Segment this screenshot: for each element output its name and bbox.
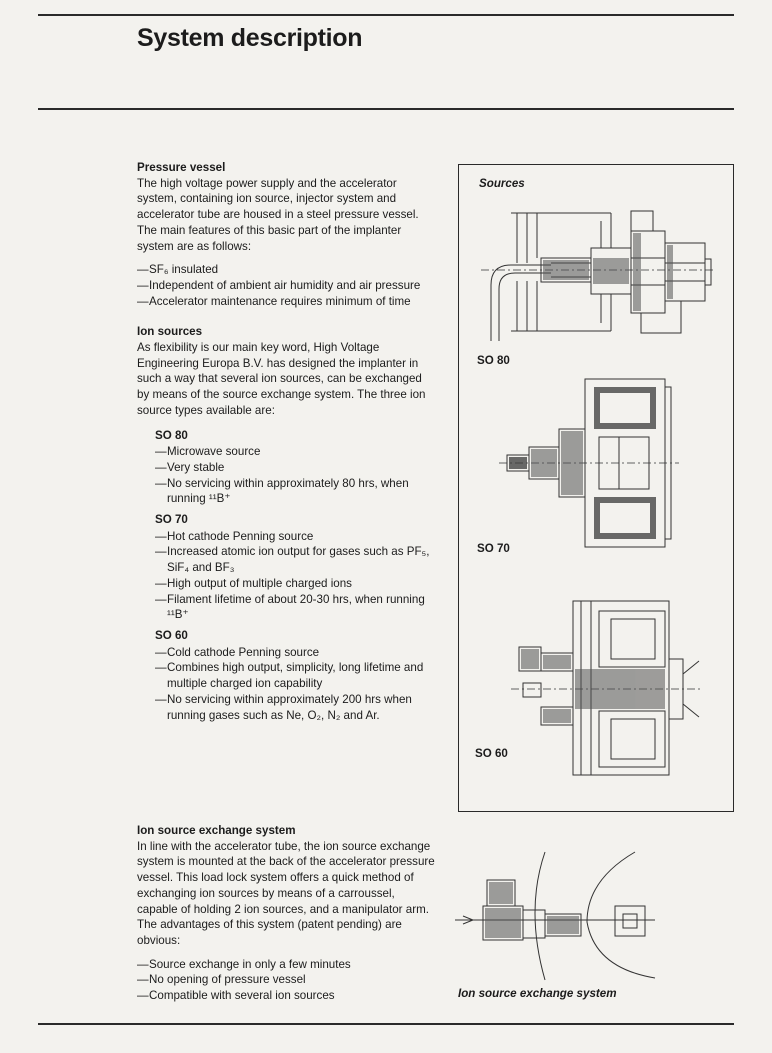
source-type-so60: [155, 628, 437, 723]
exchange-system-drawing: [455, 850, 740, 982]
source-type-features: [155, 444, 437, 507]
list-item: — Very stable: [155, 460, 437, 476]
exchange-system-heading: Ion source exchange system: [137, 824, 296, 837]
so70-drawing: [499, 377, 679, 549]
so80-label: SO 80: [477, 354, 510, 367]
list-item: — No servicing within approximately 80 hrs, when running ¹¹B⁺: [155, 476, 437, 507]
bottom-rule: [38, 1023, 734, 1025]
so60-drawing: [511, 599, 701, 779]
exchange-system-section: [137, 823, 437, 1004]
list-item: — Combines high output, simplicity, long lifetime and multiple charged ion capability: [155, 660, 437, 691]
top-rule: [38, 14, 734, 16]
list-item: — Independent of ambient air humidity and air pressure: [137, 278, 437, 294]
so60-label: SO 60: [475, 747, 508, 760]
so70-label: SO 70: [477, 542, 510, 555]
pressure-vessel-heading: Pressure vessel: [137, 161, 226, 174]
source-type-name: SO 60: [155, 628, 188, 642]
source-type-so70: [155, 512, 437, 623]
source-type-name: SO 70: [155, 513, 188, 527]
list-item: — Filament lifetime of about 20-30 hrs, when running ¹¹B⁺: [155, 592, 437, 623]
list-item: — No servicing within approximately 200 hrs when running gases such as Ne, O₂, N₂ and Ar.: [155, 692, 437, 723]
sources-panel-title: Sources: [479, 177, 525, 190]
list-item: — Accelerator maintenance requires minimum of time: [137, 294, 437, 310]
list-item: — Cold cathode Penning source: [155, 645, 437, 661]
list-item: — High output of multiple charged ions: [155, 576, 437, 592]
list-item: — Source exchange in only a few minutes: [137, 957, 437, 973]
pressure-vessel-section: [137, 160, 437, 309]
exchange-system-list: [137, 957, 437, 1004]
list-item: — Hot cathode Penning source: [155, 529, 437, 545]
pressure-vessel-body: The high voltage power supply and the accelerator system, containing ion source, injector system and accelerator tube are housed in a steel pressure vessel. The main features of this basic part of the implanter system are as follows:: [137, 176, 419, 253]
source-type-name: SO 80: [155, 428, 188, 442]
so80-drawing: [481, 203, 713, 343]
sources-panel: [458, 164, 734, 812]
source-type-features: [155, 645, 437, 724]
list-item: — Compatible with several ion sources: [137, 988, 437, 1004]
header-rule: [38, 108, 734, 110]
list-item: — Increased atomic ion output for gases such as PF₅, SiF₄ and BF₃: [155, 544, 437, 575]
source-type-so80: [155, 428, 437, 508]
pressure-vessel-list: [137, 262, 437, 309]
list-item: — No opening of pressure vessel: [137, 972, 437, 988]
ion-sources-section: [137, 324, 437, 723]
ion-sources-heading: Ion sources: [137, 325, 203, 339]
page-title: System description: [137, 24, 363, 52]
main-text-column: [137, 160, 437, 723]
exchange-system-caption: Ion source exchange system: [458, 987, 617, 1000]
exchange-text-column: [137, 823, 437, 1004]
exchange-system-body: In line with the accelerator tube, the ion source exchange system is mounted at the back of the accelerator pressure vessel. This load lock system offers a quick method of exchanging ion sources by means of a carroussel, capable of holding 2 ion sources, and a manipulator arm. The advantages of this system (patent pending) are obvious:: [137, 839, 435, 947]
list-item: — SF₆ insulated: [137, 262, 437, 278]
source-type-features: [155, 529, 437, 623]
list-item: — Microwave source: [155, 444, 437, 460]
ion-sources-body: As flexibility is our main key word, High Voltage Engineering Europa B.V. has designed the implanter in such a way that several ion sources, can be exchanged by means of the source exchange system. The three ion source types available are:: [137, 341, 426, 417]
